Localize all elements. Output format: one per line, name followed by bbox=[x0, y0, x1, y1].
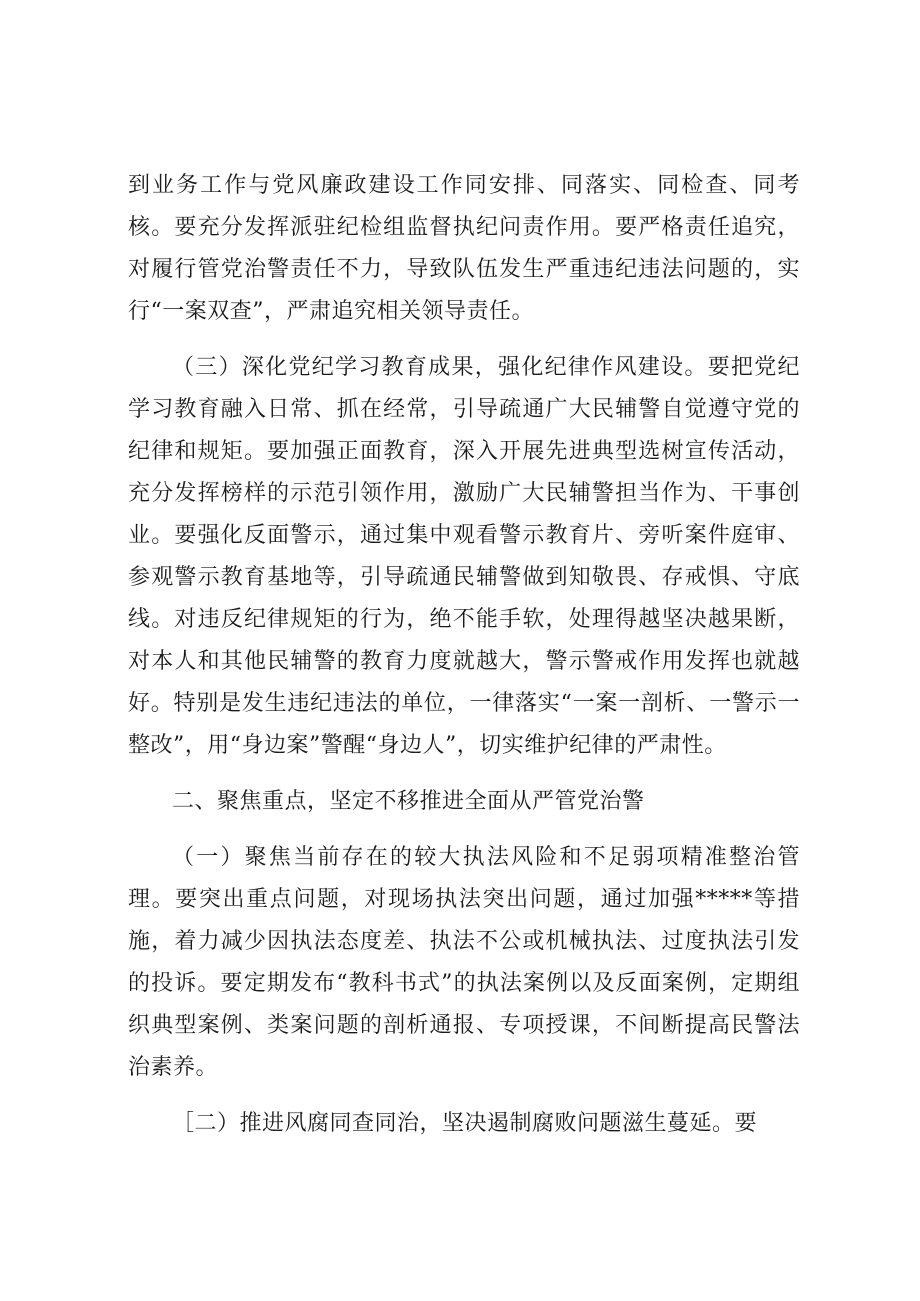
section-heading: 二、聚焦重点，坚定不移推进全面从严管党治警 bbox=[172, 789, 645, 814]
paragraph-anti-corruption: ［二）推进风腐同查同治，坚决遏制腐败问题滋生蔓延。要 bbox=[172, 1111, 758, 1136]
paragraph-continuation: 到业务工作与党风廉政建设工作同安排、同落实、同检查、同考核。要充分发挥派驻纪检组监督执纪问责作用。要严格责任追究，对履行管党治警责任不力，导致队伍发生严重违纪违法问题的，实行“一案双查”，严肃追究相关领导责任。 bbox=[128, 173, 800, 324]
document-body bbox=[128, 165, 800, 1145]
paragraph-law-enforcement-risk: （一）聚焦当前存在的较大执法风险和不足弱项精准整治管理。要突出重点问题，对现场执法突出问题，通过加强*****等措施，着力减少因执法态度差、执法不公或机械执法、过度执法引发的投诉。要定期发布“教科书式”的执法案例以及反面案例，定期组织典型案例、类案问题的剖析通报、专项授课，不间断提高民警法治素养。 bbox=[128, 845, 800, 1080]
paragraph-discipline-education: （三）深化党纪学习教育成果，强化纪律作风建设。要把党纪学习教育融入日常、抓在经常，引导疏通广大民辅警自觉遵守党的纪律和规矩。要加强正面教育，深入开展先进典型选树宣传活动，充分发挥榜样的示范引领作用，激励广大民辅警担当作为、干事创业。要强化反面警示，通过集中观看警示教育片、旁听案件庭审、参观警示教育基地等，引导疏通民辅警做到知敬畏、存戒惧、守底线。对违反纪律规矩的行为，绝不能手软，处理得越坚决越果断，对本人和其他民辅警的教育力度就越大，警示警戒作用发挥也就越好。特别是发生违纪违法的单位，一律落实“一案一剖析、一警示一整改”，用“身边案”警醒“身边人”，切实维护纪律的严肃性。 bbox=[128, 355, 800, 758]
